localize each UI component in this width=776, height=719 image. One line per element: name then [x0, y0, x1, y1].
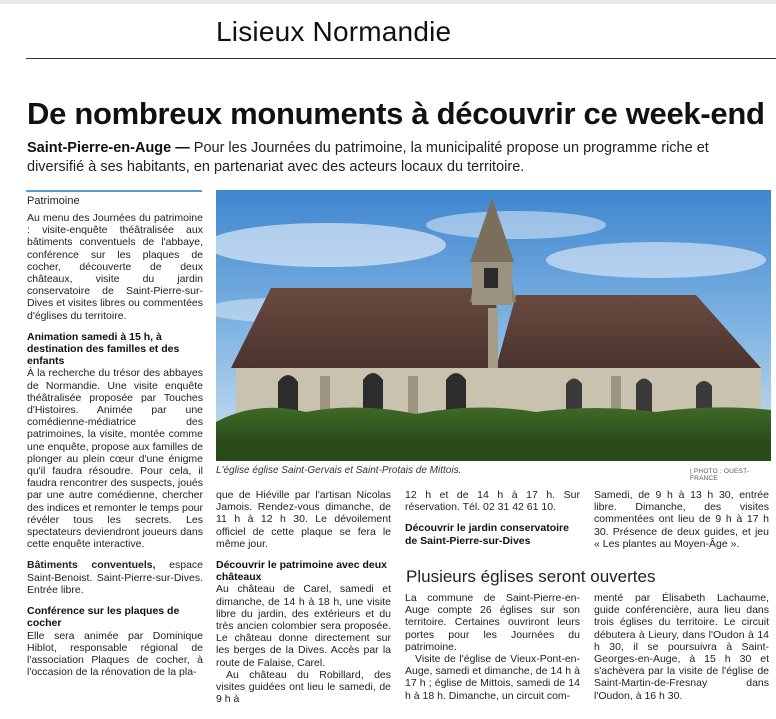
tag-rule: [26, 190, 202, 192]
heading-conference: Conférence sur les plaques de cocher: [27, 605, 180, 630]
sub-heading-eglises: Plusieurs églises seront ouvertes: [406, 567, 656, 586]
reservation-paragraph: 12 h et de 14 h à 17 h. Sur réservation. Tél. 02 31 42 61 10.: [405, 489, 580, 514]
heading-animation: Animation samedi à 15 h, à destination des familles et des enfants: [27, 330, 180, 368]
heading-chateaux: Découvrir le patrimoine avec deux châteaux: [216, 559, 387, 584]
article-lede: [27, 139, 747, 177]
photo-credit: | PHOTO : OUEST-FRANCE: [690, 468, 750, 482]
intro-paragraph: Au menu des Journées du patrimoine : visite-enquête théâtralisée aux bâtiments conventuels de l'abbaye, conférence sur les plaques de cocher, découverte de deux châteaux, visite du jardin conservatoire de Saint-Pierre-sur-Dives et visites libres ou commentées d'églises du territoire.: [27, 212, 203, 322]
section-rule: [26, 58, 776, 59]
circuit-paragraph: menté par Élisabeth Lachaume, guide conférencière, aura lieu dans trois églises du territoire. Le circuit débutera à Lieury, dans l'Oudon à 14 h 30, il se poursuivra à Saint-Georges-en-Auge, à 15 h 30 et s'achèvera par la visite de l'église de Saint-Martin-de-Fresnay dans l'Oudon, à 16 h 30.: [594, 592, 769, 702]
lede-place: Saint-Pierre-en-Auge —: [27, 140, 190, 156]
column-1: [27, 212, 203, 678]
rubric-tag: Patrimoine: [27, 195, 80, 207]
lede-text: Pour les Journées du patrimoine, la municipalité propose un programme riche et diversifié à ses habitants, en partenariat avec des acteurs locaux du territoire.: [27, 140, 709, 175]
robillard-paragraph: Au château du Robillard, des visites guidées ont lieu le samedi, de 9 h à: [216, 668, 391, 706]
vieux-pont-paragraph: Visite de l'église de Vieux-Pont-en-Auge, samedi et dimanche, de 14 h à 17 h ; église de Mittois, samedi de 14 h à 18 h. Dimanche, un circuit com-: [405, 653, 580, 702]
jardin-hours-paragraph: Samedi, de 9 h à 13 h 30, entrée libre. Dimanche, des visites commentées ont lieu de 9 h à 17 h 30. Présence de deux guides, et jeu « Les plantes au Moyen-Âge ».: [594, 489, 769, 550]
column-2: [216, 489, 391, 705]
eglises-paragraph: La commune de Saint-Pierre-en-Auge compte 26 églises sur son territoire. Certaines ouvriront leurs portes pour les Journées du patrimoine.: [405, 592, 580, 653]
column-4-lower: [594, 592, 769, 702]
carel-paragraph: Au château de Carel, samedi et dimanche, de 14 h à 18 h, une visite libre du jardin, des extérieurs et du très ancien colombier sera proposée. Le château donne directement sur les berges de la Dives. Accès par la route de Falaise, Carel.: [216, 583, 391, 669]
batiments-text: espace Saint-Benoist. Saint-Pierre-sur-Dives. Entrée libre.: [27, 559, 203, 596]
section-title: Lisieux Normandie: [216, 16, 452, 47]
heading-batiments: Bâtiments conventuels,: [27, 559, 156, 572]
column-4: [594, 489, 769, 550]
conference-paragraph: Elle sera animée par Dominique Hiblot, responsable régional de l'association Plaques de cocher, à l'occasion de la rénovation de la pla-: [27, 629, 203, 679]
heading-jardin: Découvrir le jardin conservatoire de Saint-Pierre-sur-Dives: [405, 522, 569, 547]
column-3: [405, 489, 580, 547]
article-headline: De nombreux monuments à découvrir ce week-end: [27, 96, 765, 131]
top-strip: [0, 0, 776, 4]
photo-caption: L'église église Saint-Gervais et Saint-Protais de Mittois.: [216, 465, 462, 476]
hieville-paragraph: que de Hiéville par l'artisan Nicolas Jamois. Rendez-vous dimanche, de 11 h à 12 h 30. Le dévoilement officiel de cette plaque se fera le même jour.: [216, 489, 391, 550]
column-3-lower: [405, 592, 580, 702]
batiments-paragraph: [27, 559, 203, 596]
animation-paragraph: À la recherche du trésor des abbayes de Normandie. Une visite enquête théâtralisée proposée par Touches d'Histoires. Animée par une comédienne-médiatrice des patrimoines, la visite, montée comme une enquête, propose aux familles de plonger au plein cœur d'une énigme qu'il faudra résoudre. Pour cela, il faudra rencontrer des suspects, joués par une autre comédienne, chercher des indices et remonter le temps pour révéler tous les secrets. Les spectateurs deviendront joueurs dans cette enquête interactive.: [27, 367, 203, 551]
church-photo: [216, 190, 771, 461]
